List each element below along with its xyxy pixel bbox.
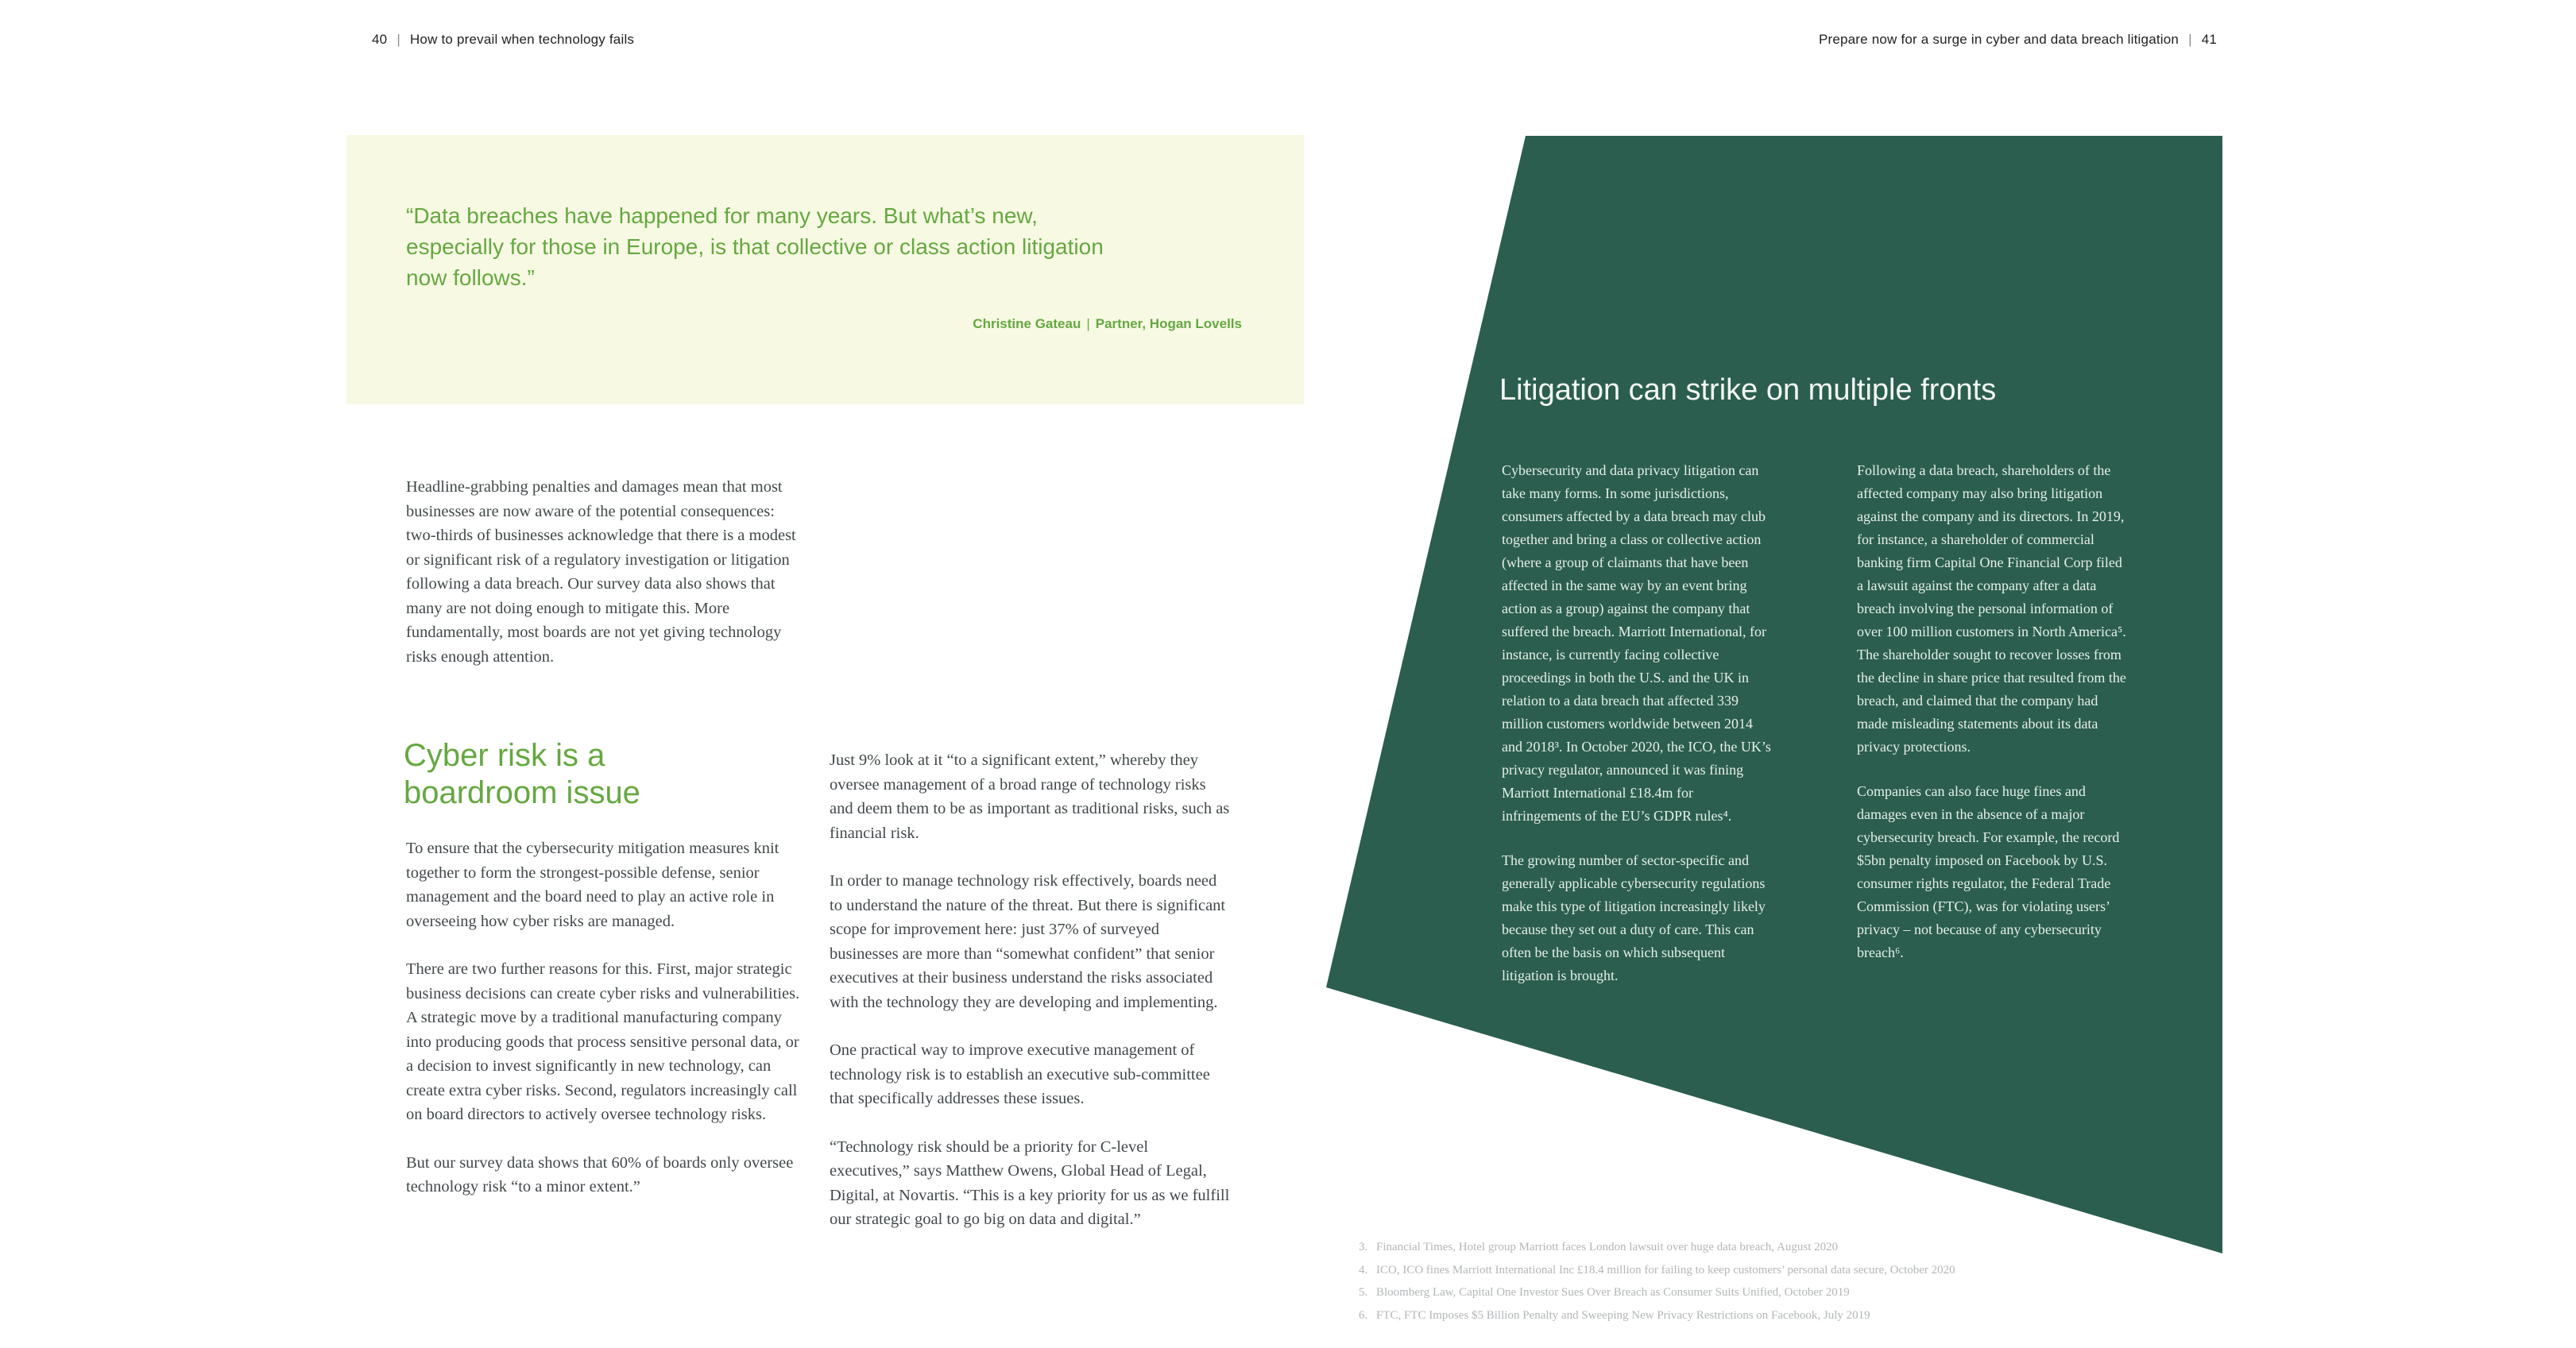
footnote <box>1359 1259 2098 1282</box>
page-number-left: 40 <box>372 32 388 47</box>
feature-paragraph: Companies can also face huge fines and damages even in the absence of a major cybersecurity breach. For example, the record $5bn penalty imposed on Facebook by U.S. consumer rights regulator, the Federal Trade Commission (FTC), was for violating users’ privacy – not because of any cybersecurity breach⁶. <box>1857 783 2120 960</box>
left-page-column-2 <box>830 748 1231 1256</box>
body-paragraph: But our survey data shows that 60% of boards only oversee technology risk “to a minor extent.” <box>406 1153 794 1195</box>
intro-paragraphs <box>406 475 807 693</box>
footnote-text: ICO, ICO fines Marriott International Inc £18.4 million for failing to keep customers’ personal data secure, October 2020 <box>1376 1263 1955 1277</box>
body-paragraph: In order to manage technology risk effectively, boards need to understand the nature of the threat. But there is significant scope for improvement here: just 37% of surveyed businesses are more than “somewhat confident” that senior executives at their business understand the risks associated with the technology they are developing and implementing. <box>830 872 1226 1011</box>
pull-quote-attribution <box>346 316 1242 332</box>
section-heading: Cyber risk is a boardroom issue <box>404 738 640 810</box>
feature-paragraph: The growing number of sector-specific and generally applicable cybersecurity regulations make this type of litigation increasingly likely because they set out a duty of care. This can often be the basis on which subsequent litigation is brought. <box>1502 852 1766 983</box>
footnote <box>1359 1281 2098 1304</box>
body-paragraph: Headline-grabbing penalties and damages mean that most businesses are now aware of the potential consequences: two-thirds of businesses acknowledge that there is a modest or significant risk of a regulatory investigation or litigation following a data breach. Our survey data also shows that many are not doing enough to mitigate this. More fundamentally, most boards are not yet giving technology risks enough attention. <box>406 478 796 666</box>
pull-quote-text <box>406 200 1272 293</box>
body-paragraph: To ensure that the cybersecurity mitigation measures knit together to form the strongest-possible defense, senior management and the board need to play an active role in overseeing how cyber risks are managed. <box>406 840 779 930</box>
footnote <box>1359 1236 2098 1259</box>
attribution-role: Partner, Hogan Lovells <box>1095 316 1242 331</box>
footnote-number: 3. <box>1359 1241 1368 1253</box>
running-title-left: How to prevail when technology fails <box>409 32 635 47</box>
footnote-number: 5. <box>1359 1286 1368 1299</box>
footnote-text: Bloomberg Law, Capital One Investor Sues Over Breach as Consumer Suits Unified, October 2019 <box>1376 1286 1850 1299</box>
left-page-column-1 <box>406 836 807 1223</box>
page-number-right: 41 <box>2201 32 2217 47</box>
footnote <box>1359 1304 2098 1327</box>
footnote-text: FTC, FTC Imposes $5 Billion Penalty and Sweeping New Privacy Restrictions on Facebook, July 2019 <box>1376 1308 1870 1322</box>
header-separator: | <box>2188 32 2192 47</box>
footnotes <box>1359 1236 2098 1327</box>
pull-quote-line: especially for those in Europe, is that collective or class action litigation <box>406 234 1104 259</box>
footnote-number: 4. <box>1359 1263 1368 1277</box>
feature-heading: Litigation can strike on multiple fronts <box>1499 373 1997 407</box>
feature-column-2 <box>1857 459 2129 986</box>
body-paragraph: One practical way to improve executive management of technology risk is to establish an executive sub-committee that specifically addresses these issues. <box>830 1041 1210 1107</box>
attribution-name: Christine Gateau <box>973 316 1081 331</box>
running-title-right: Prepare now for a surge in cyber and data breach litigation <box>1818 32 2180 47</box>
feature-paragraph: Following a data breach, shareholders of the affected company may also bring litigation against the company and its directors. In 2019, for instance, a shareholder of commercial banking firm Capital One Financial Corp filed a lawsuit against the company after a data breach involving the personal information of over 100 million customers in North America⁵. The shareholder sought to recover losses from the decline in share price that resulted from the breach, and claimed that the company had made misleading statements about its data privacy protections. <box>1857 462 2126 755</box>
running-header-left <box>372 32 634 48</box>
pull-quote-panel <box>346 135 1304 404</box>
running-header-right <box>1819 32 2217 48</box>
feature-column-1 <box>1502 459 1773 1009</box>
body-paragraph: Just 9% look at it “to a significant extent,” whereby they oversee management of a broad range of technology risks and deem them to be as important as traditional risks, such as financial risk. <box>830 751 1230 842</box>
pull-quote-line: now follows.” <box>406 265 535 290</box>
pull-quote-line: “Data breaches have happened for many years. But what’s new, <box>406 203 1038 228</box>
body-paragraph: “Technology risk should be a priority for C-level executives,” says Matthew Owens, Global Head of Legal, Digital, at Novartis. “This is a key priority for us as we fulfill our strategic goal to go big on data and digital.” <box>830 1137 1230 1228</box>
footnote-text: Financial Times, Hotel group Marriott faces London lawsuit over huge data breach, August 2020 <box>1376 1241 1839 1253</box>
footnote-number: 6. <box>1359 1308 1368 1322</box>
header-separator: | <box>396 32 400 47</box>
feature-paragraph: Cybersecurity and data privacy litigation can take many forms. In some jurisdictions, consumers affected by a data breach may club together and bring a class or collective action (where a group of claimants that have been affected in the same way by an event bring action as a group) against the company that suffered the breach. Marriott International, for instance, is currently facing collective proceedings in both the U.S. and the UK in relation to a data breach that affected 339 million customers worldwide between 2014 and 2018³. In October 2020, the ICO, the UK’s privacy regulator, announced it was fining Marriott International £18.4m for infringements of the EU’s GDPR rules⁴. <box>1502 462 1771 824</box>
attribution-separator: | <box>1086 316 1090 331</box>
body-paragraph: There are two further reasons for this. First, major strategic business decisions can create cyber risks and vulnerabilities. A strategic move by a traditional manufacturing company into producing goods that process sensitive personal data, or a decision to invest significantly in new technology, can create extra cyber risks. Second, regulators increasingly call on board directors to actively oversee technology risks. <box>406 960 800 1123</box>
